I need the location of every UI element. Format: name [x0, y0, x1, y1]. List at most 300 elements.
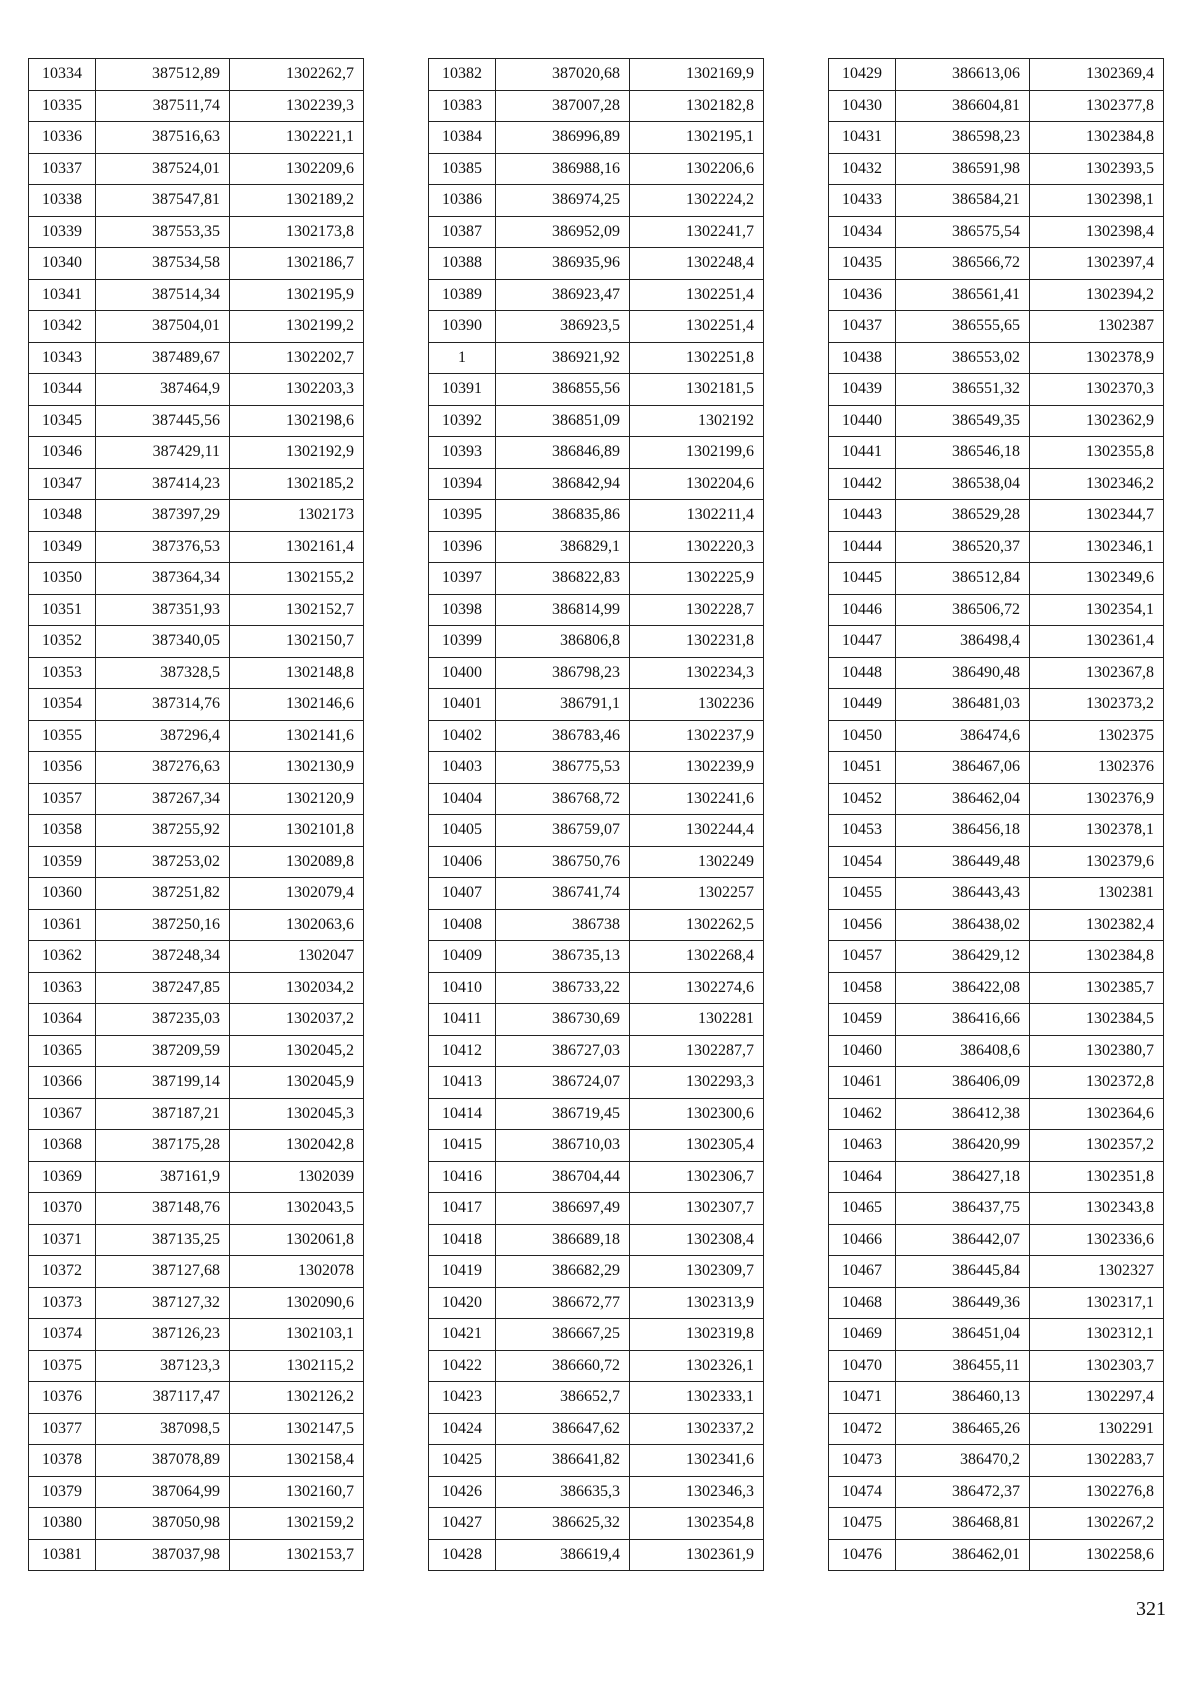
- point-number-cell: 10379: [29, 1476, 96, 1508]
- x-coordinate-cell: 386561,41: [896, 279, 1030, 311]
- point-number-cell: 10455: [829, 878, 896, 910]
- y-coordinate-cell: 1302045,9: [230, 1067, 364, 1099]
- point-number-cell: 10356: [29, 752, 96, 784]
- point-number-cell: 10451: [829, 752, 896, 784]
- table-row: [829, 689, 1164, 721]
- y-coordinate-cell: 1302333,1: [630, 1382, 764, 1414]
- table-row: [829, 1098, 1164, 1130]
- table-row: [29, 689, 364, 721]
- table-row: [29, 405, 364, 437]
- x-coordinate-cell: 387148,76: [96, 1193, 230, 1225]
- point-number-cell: 10418: [429, 1224, 496, 1256]
- y-coordinate-cell: 1302372,8: [1030, 1067, 1164, 1099]
- point-number-cell: 10448: [829, 657, 896, 689]
- table-row: [29, 59, 364, 91]
- y-coordinate-cell: 1302225,9: [630, 563, 764, 595]
- point-number-cell: 10434: [829, 216, 896, 248]
- point-number-cell: 10420: [429, 1287, 496, 1319]
- x-coordinate-cell: 386445,84: [896, 1256, 1030, 1288]
- y-coordinate-cell: 1302376: [1030, 752, 1164, 784]
- point-number-cell: 10471: [829, 1382, 896, 1414]
- table-row: [429, 563, 764, 595]
- x-coordinate-cell: 386710,03: [496, 1130, 630, 1162]
- table-row: [829, 752, 1164, 784]
- table-row: [829, 468, 1164, 500]
- point-number-cell: 10396: [429, 531, 496, 563]
- point-number-cell: 10446: [829, 594, 896, 626]
- point-number-cell: 10456: [829, 909, 896, 941]
- y-coordinate-cell: 1302257: [630, 878, 764, 910]
- point-number-cell: 10350: [29, 563, 96, 595]
- x-coordinate-cell: 387364,34: [96, 563, 230, 595]
- table-row: [429, 468, 764, 500]
- point-number-cell: 10398: [429, 594, 496, 626]
- y-coordinate-cell: 1302161,4: [230, 531, 364, 563]
- y-coordinate-cell: 1302297,4: [1030, 1382, 1164, 1414]
- point-number-cell: 10427: [429, 1508, 496, 1540]
- point-number-cell: 10390: [429, 311, 496, 343]
- y-coordinate-cell: 1302337,2: [630, 1413, 764, 1445]
- x-coordinate-cell: 386546,18: [896, 437, 1030, 469]
- point-number-cell: 10397: [429, 563, 496, 595]
- x-coordinate-cell: 386449,36: [896, 1287, 1030, 1319]
- point-number-cell: 10437: [829, 311, 896, 343]
- y-coordinate-cell: 1302397,4: [1030, 248, 1164, 280]
- table-row: [829, 1445, 1164, 1477]
- point-number-cell: 10425: [429, 1445, 496, 1477]
- x-coordinate-cell: 386549,35: [896, 405, 1030, 437]
- point-number-cell: 10371: [29, 1224, 96, 1256]
- y-coordinate-cell: 1302248,4: [630, 248, 764, 280]
- point-number-cell: 10351: [29, 594, 96, 626]
- table-row: [429, 153, 764, 185]
- y-coordinate-cell: 1302152,7: [230, 594, 364, 626]
- y-coordinate-cell: 1302309,7: [630, 1256, 764, 1288]
- y-coordinate-cell: 1302369,4: [1030, 59, 1164, 91]
- table-row: [29, 216, 364, 248]
- table-row: [429, 405, 764, 437]
- table-row: [829, 594, 1164, 626]
- table-row: [29, 1035, 364, 1067]
- y-coordinate-cell: 1302384,5: [1030, 1004, 1164, 1036]
- y-coordinate-cell: 1302078: [230, 1256, 364, 1288]
- point-number-cell: 10470: [829, 1350, 896, 1382]
- point-number-cell: 10355: [29, 720, 96, 752]
- table-row: [429, 1539, 764, 1571]
- y-coordinate-cell: 1302367,8: [1030, 657, 1164, 689]
- x-coordinate-cell: 386420,99: [896, 1130, 1030, 1162]
- x-coordinate-cell: 386529,28: [896, 500, 1030, 532]
- point-number-cell: 10336: [29, 122, 96, 154]
- point-number-cell: 10344: [29, 374, 96, 406]
- y-coordinate-cell: 1302393,5: [1030, 153, 1164, 185]
- y-coordinate-cell: 1302251,4: [630, 311, 764, 343]
- x-coordinate-cell: 386449,48: [896, 846, 1030, 878]
- point-number-cell: 10417: [429, 1193, 496, 1225]
- y-coordinate-cell: 1302079,4: [230, 878, 364, 910]
- point-number-cell: 10424: [429, 1413, 496, 1445]
- x-coordinate-cell: 386498,4: [896, 626, 1030, 658]
- y-coordinate-cell: 1302043,5: [230, 1193, 364, 1225]
- y-coordinate-cell: 1302382,4: [1030, 909, 1164, 941]
- point-number-cell: 10453: [829, 815, 896, 847]
- table-row: [429, 720, 764, 752]
- point-number-cell: 10447: [829, 626, 896, 658]
- y-coordinate-cell: 1302199,6: [630, 437, 764, 469]
- point-number-cell: 10401: [429, 689, 496, 721]
- y-coordinate-cell: 1302202,7: [230, 342, 364, 374]
- point-number-cell: 10395: [429, 500, 496, 532]
- x-coordinate-cell: 386442,07: [896, 1224, 1030, 1256]
- table-row: [29, 941, 364, 973]
- y-coordinate-cell: 1302362,9: [1030, 405, 1164, 437]
- x-coordinate-cell: 386641,82: [496, 1445, 630, 1477]
- table-row: [829, 1035, 1164, 1067]
- y-coordinate-cell: 1302354,1: [1030, 594, 1164, 626]
- point-number-cell: 10463: [829, 1130, 896, 1162]
- x-coordinate-cell: 387489,67: [96, 342, 230, 374]
- table-row: [429, 342, 764, 374]
- point-number-cell: 10404: [429, 783, 496, 815]
- x-coordinate-cell: 387117,47: [96, 1382, 230, 1414]
- y-coordinate-cell: 1302159,2: [230, 1508, 364, 1540]
- point-number-cell: 10383: [429, 90, 496, 122]
- point-number-cell: 10349: [29, 531, 96, 563]
- table-row: [429, 1476, 764, 1508]
- y-coordinate-cell: 1302379,6: [1030, 846, 1164, 878]
- y-coordinate-cell: 1302355,8: [1030, 437, 1164, 469]
- table-row: [429, 594, 764, 626]
- table-row: [29, 437, 364, 469]
- y-coordinate-cell: 1302291: [1030, 1413, 1164, 1445]
- y-coordinate-cell: 1302370,3: [1030, 374, 1164, 406]
- x-coordinate-cell: 386738: [496, 909, 630, 941]
- table-row: [829, 248, 1164, 280]
- x-coordinate-cell: 387397,29: [96, 500, 230, 532]
- page-number: 321: [1136, 1598, 1166, 1620]
- point-number-cell: 10366: [29, 1067, 96, 1099]
- x-coordinate-cell: 386598,23: [896, 122, 1030, 154]
- point-number-cell: 10459: [829, 1004, 896, 1036]
- y-coordinate-cell: 1302198,6: [230, 405, 364, 437]
- y-coordinate-cell: 1302115,2: [230, 1350, 364, 1382]
- table-row: [429, 1319, 764, 1351]
- point-number-cell: 10337: [29, 153, 96, 185]
- table-row: [29, 500, 364, 532]
- point-number-cell: 10347: [29, 468, 96, 500]
- x-coordinate-cell: 386791,1: [496, 689, 630, 721]
- table-row: [429, 1130, 764, 1162]
- point-number-cell: 10439: [829, 374, 896, 406]
- table-row: [29, 720, 364, 752]
- y-coordinate-cell: 1302251,4: [630, 279, 764, 311]
- y-coordinate-cell: 1302189,2: [230, 185, 364, 217]
- x-coordinate-cell: 387534,58: [96, 248, 230, 280]
- point-number-cell: 10466: [829, 1224, 896, 1256]
- x-coordinate-cell: 386408,6: [896, 1035, 1030, 1067]
- point-number-cell: 10430: [829, 90, 896, 122]
- point-number-cell: 10442: [829, 468, 896, 500]
- y-coordinate-cell: 1302103,1: [230, 1319, 364, 1351]
- y-coordinate-cell: 1302378,9: [1030, 342, 1164, 374]
- x-coordinate-cell: 386591,98: [896, 153, 1030, 185]
- table-row: [429, 846, 764, 878]
- point-number-cell: 10338: [29, 185, 96, 217]
- point-number-cell: 1: [429, 342, 496, 374]
- x-coordinate-cell: 386551,32: [896, 374, 1030, 406]
- x-coordinate-cell: 386443,43: [896, 878, 1030, 910]
- x-coordinate-cell: 386468,81: [896, 1508, 1030, 1540]
- x-coordinate-cell: 387020,68: [496, 59, 630, 91]
- table-row: [829, 941, 1164, 973]
- point-number-cell: 10407: [429, 878, 496, 910]
- x-coordinate-cell: 386406,09: [896, 1067, 1030, 1099]
- y-coordinate-cell: 1302349,6: [1030, 563, 1164, 595]
- x-coordinate-cell: 386735,13: [496, 941, 630, 973]
- x-coordinate-cell: 387376,53: [96, 531, 230, 563]
- point-number-cell: 10362: [29, 941, 96, 973]
- table-row: [29, 468, 364, 500]
- x-coordinate-cell: 386460,13: [896, 1382, 1030, 1414]
- x-coordinate-cell: 387511,74: [96, 90, 230, 122]
- coordinate-table-2: [428, 58, 764, 1571]
- table-row: [429, 689, 764, 721]
- table-row: [829, 59, 1164, 91]
- point-number-cell: 10467: [829, 1256, 896, 1288]
- y-coordinate-cell: 1302346,3: [630, 1476, 764, 1508]
- x-coordinate-cell: 386759,07: [496, 815, 630, 847]
- y-coordinate-cell: 1302364,6: [1030, 1098, 1164, 1130]
- table-row: [29, 846, 364, 878]
- table-row: [29, 279, 364, 311]
- point-number-cell: 10406: [429, 846, 496, 878]
- x-coordinate-cell: 386555,65: [896, 311, 1030, 343]
- table-row: [29, 1350, 364, 1382]
- y-coordinate-cell: 1302045,2: [230, 1035, 364, 1067]
- point-number-cell: 10438: [829, 342, 896, 374]
- point-number-cell: 10377: [29, 1413, 96, 1445]
- x-coordinate-cell: 386635,3: [496, 1476, 630, 1508]
- table-row: [29, 311, 364, 343]
- x-coordinate-cell: 387414,23: [96, 468, 230, 500]
- x-coordinate-cell: 387050,98: [96, 1508, 230, 1540]
- table-row: [29, 594, 364, 626]
- y-coordinate-cell: 1302224,2: [630, 185, 764, 217]
- table-row: [829, 815, 1164, 847]
- table-row: [829, 972, 1164, 1004]
- table-row: [429, 248, 764, 280]
- x-coordinate-cell: 386652,7: [496, 1382, 630, 1414]
- table-row: [829, 1508, 1164, 1540]
- point-number-cell: 10357: [29, 783, 96, 815]
- x-coordinate-cell: 386798,23: [496, 657, 630, 689]
- x-coordinate-cell: 386935,96: [496, 248, 630, 280]
- table-row: [829, 153, 1164, 185]
- table-row: [29, 1004, 364, 1036]
- table-row: [29, 626, 364, 658]
- x-coordinate-cell: 387199,14: [96, 1067, 230, 1099]
- y-coordinate-cell: 1302287,7: [630, 1035, 764, 1067]
- point-number-cell: 10429: [829, 59, 896, 91]
- x-coordinate-cell: 386835,86: [496, 500, 630, 532]
- y-coordinate-cell: 1302373,2: [1030, 689, 1164, 721]
- table-row: [829, 90, 1164, 122]
- x-coordinate-cell: 386584,21: [896, 185, 1030, 217]
- point-number-cell: 10346: [29, 437, 96, 469]
- point-number-cell: 10458: [829, 972, 896, 1004]
- coordinate-table-3: [828, 58, 1164, 1571]
- y-coordinate-cell: 1302206,6: [630, 153, 764, 185]
- table-row: [429, 1287, 764, 1319]
- table-row: [29, 1224, 364, 1256]
- point-number-cell: 10339: [29, 216, 96, 248]
- point-number-cell: 10345: [29, 405, 96, 437]
- y-coordinate-cell: 1302346,2: [1030, 468, 1164, 500]
- table-row: [829, 311, 1164, 343]
- y-coordinate-cell: 1302336,6: [1030, 1224, 1164, 1256]
- table-row: [429, 90, 764, 122]
- point-number-cell: 10460: [829, 1035, 896, 1067]
- x-coordinate-cell: 386455,11: [896, 1350, 1030, 1382]
- y-coordinate-cell: 1302293,3: [630, 1067, 764, 1099]
- y-coordinate-cell: 1302239,3: [230, 90, 364, 122]
- y-coordinate-cell: 1302313,9: [630, 1287, 764, 1319]
- table-row: [429, 878, 764, 910]
- table-row: [29, 909, 364, 941]
- x-coordinate-cell: 386462,01: [896, 1539, 1030, 1571]
- y-coordinate-cell: 1302398,1: [1030, 185, 1164, 217]
- y-coordinate-cell: 1302346,1: [1030, 531, 1164, 563]
- y-coordinate-cell: 1302376,9: [1030, 783, 1164, 815]
- table-row: [429, 626, 764, 658]
- x-coordinate-cell: 387175,28: [96, 1130, 230, 1162]
- y-coordinate-cell: 1302281: [630, 1004, 764, 1036]
- y-coordinate-cell: 1302236: [630, 689, 764, 721]
- y-coordinate-cell: 1302308,4: [630, 1224, 764, 1256]
- table-row: [829, 1256, 1164, 1288]
- table-row: [429, 1350, 764, 1382]
- table-row: [429, 1413, 764, 1445]
- y-coordinate-cell: 1302209,6: [230, 153, 364, 185]
- y-coordinate-cell: 1302381: [1030, 878, 1164, 910]
- y-coordinate-cell: 1302378,1: [1030, 815, 1164, 847]
- y-coordinate-cell: 1302034,2: [230, 972, 364, 1004]
- y-coordinate-cell: 1302361,9: [630, 1539, 764, 1571]
- point-number-cell: 10334: [29, 59, 96, 91]
- y-coordinate-cell: 1302220,3: [630, 531, 764, 563]
- table-row: [829, 878, 1164, 910]
- point-number-cell: 10461: [829, 1067, 896, 1099]
- table-row: [29, 1193, 364, 1225]
- point-number-cell: 10403: [429, 752, 496, 784]
- y-coordinate-cell: 1302173,8: [230, 216, 364, 248]
- table-row: [829, 1413, 1164, 1445]
- table-row: [829, 1161, 1164, 1193]
- x-coordinate-cell: 386520,37: [896, 531, 1030, 563]
- point-number-cell: 10431: [829, 122, 896, 154]
- x-coordinate-cell: 386456,18: [896, 815, 1030, 847]
- point-number-cell: 10392: [429, 405, 496, 437]
- table-row: [429, 1256, 764, 1288]
- y-coordinate-cell: 1302384,8: [1030, 122, 1164, 154]
- table-row: [29, 1098, 364, 1130]
- x-coordinate-cell: 386467,06: [896, 752, 1030, 784]
- y-coordinate-cell: 1302042,8: [230, 1130, 364, 1162]
- table-row: [829, 909, 1164, 941]
- table-row: [429, 941, 764, 973]
- y-coordinate-cell: 1302268,4: [630, 941, 764, 973]
- point-number-cell: 10374: [29, 1319, 96, 1351]
- x-coordinate-cell: 387235,03: [96, 1004, 230, 1036]
- x-coordinate-cell: 386846,89: [496, 437, 630, 469]
- table-row: [29, 1319, 364, 1351]
- y-coordinate-cell: 1302173: [230, 500, 364, 532]
- x-coordinate-cell: 387340,05: [96, 626, 230, 658]
- x-coordinate-cell: 387127,32: [96, 1287, 230, 1319]
- table-row: [29, 1382, 364, 1414]
- point-number-cell: 10433: [829, 185, 896, 217]
- y-coordinate-cell: 1302063,6: [230, 909, 364, 941]
- y-coordinate-cell: 1302234,3: [630, 657, 764, 689]
- table-row: [29, 185, 364, 217]
- y-coordinate-cell: 1302203,3: [230, 374, 364, 406]
- point-number-cell: 10402: [429, 720, 496, 752]
- table-row: [29, 815, 364, 847]
- point-number-cell: 10372: [29, 1256, 96, 1288]
- point-number-cell: 10464: [829, 1161, 896, 1193]
- point-number-cell: 10352: [29, 626, 96, 658]
- point-number-cell: 10375: [29, 1350, 96, 1382]
- point-number-cell: 10393: [429, 437, 496, 469]
- y-coordinate-cell: 1302319,8: [630, 1319, 764, 1351]
- x-coordinate-cell: 386783,46: [496, 720, 630, 752]
- table-row: [829, 216, 1164, 248]
- x-coordinate-cell: 386427,18: [896, 1161, 1030, 1193]
- x-coordinate-cell: 386733,22: [496, 972, 630, 1004]
- x-coordinate-cell: 386704,44: [496, 1161, 630, 1193]
- point-number-cell: 10399: [429, 626, 496, 658]
- x-coordinate-cell: 387253,02: [96, 846, 230, 878]
- y-coordinate-cell: 1302377,8: [1030, 90, 1164, 122]
- y-coordinate-cell: 1302126,2: [230, 1382, 364, 1414]
- x-coordinate-cell: 386553,02: [896, 342, 1030, 374]
- point-number-cell: 10473: [829, 1445, 896, 1477]
- x-coordinate-cell: 386647,62: [496, 1413, 630, 1445]
- point-number-cell: 10386: [429, 185, 496, 217]
- x-coordinate-cell: 387251,82: [96, 878, 230, 910]
- point-number-cell: 10450: [829, 720, 896, 752]
- x-coordinate-cell: 387250,16: [96, 909, 230, 941]
- table-row: [29, 972, 364, 1004]
- point-number-cell: 10412: [429, 1035, 496, 1067]
- table-row: [29, 122, 364, 154]
- y-coordinate-cell: 1302241,7: [630, 216, 764, 248]
- table-row: [829, 657, 1164, 689]
- y-coordinate-cell: 1302061,8: [230, 1224, 364, 1256]
- table-row: [29, 1413, 364, 1445]
- table-row: [29, 1476, 364, 1508]
- x-coordinate-cell: 386462,04: [896, 783, 1030, 815]
- y-coordinate-cell: 1302192: [630, 405, 764, 437]
- table-row: [429, 1098, 764, 1130]
- point-number-cell: 10410: [429, 972, 496, 1004]
- table-row: [829, 720, 1164, 752]
- table-row: [29, 248, 364, 280]
- table-row: [29, 783, 364, 815]
- table-row: [829, 846, 1164, 878]
- table-row: [29, 1287, 364, 1319]
- y-coordinate-cell: 1302384,8: [1030, 941, 1164, 973]
